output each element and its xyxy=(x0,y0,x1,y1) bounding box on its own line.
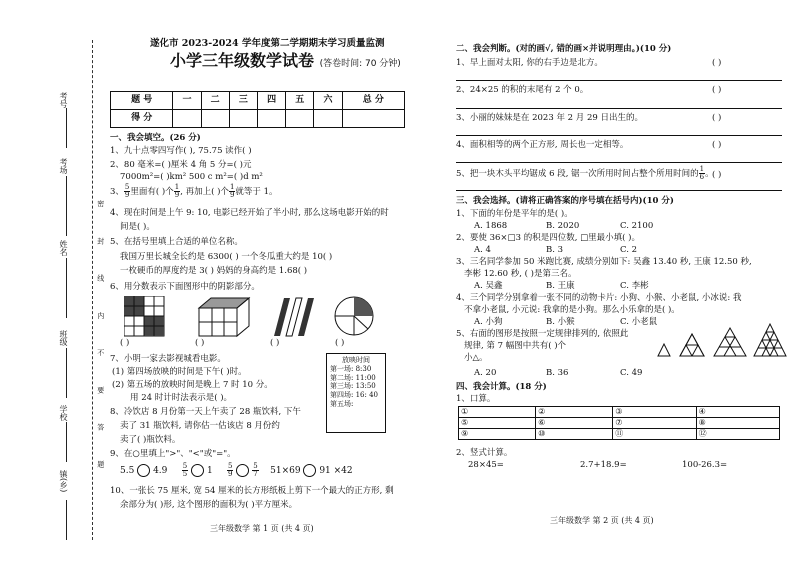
section-3-title: 三、我会选择。(请将正确答案的序号填在括号内)(10 分) xyxy=(456,196,674,206)
choice-1: 1、下面的年份是平年的是( )。 xyxy=(456,209,573,219)
school-line xyxy=(66,422,67,462)
q6: 6、用分数表示下面图形中的阴影部分。 xyxy=(110,282,260,292)
judge-3-paren[interactable]: ( ) xyxy=(712,113,722,123)
score-table xyxy=(110,91,405,128)
q7c: 用 24 时计时法表示是( )。 xyxy=(130,393,233,403)
choice-2-opt-c: C. 2 xyxy=(620,245,638,255)
page-2-footer: 三年级数学 第 2 页 (共 4 页) xyxy=(550,516,654,525)
mental-calc-label: 1、口算。 xyxy=(456,394,496,404)
class-label: 班级 xyxy=(59,330,68,346)
choice-5b: 规律, 第 7 幅图中共有( )个 xyxy=(464,341,567,351)
calc-row-2: ⑤ ⑥ ⑦ ⑧ xyxy=(459,418,780,429)
q7a: (1) 第四场放映的时间是下午( )时。 xyxy=(112,367,247,377)
judge-4-paren[interactable]: ( ) xyxy=(712,140,722,150)
township-label: 镇(乡) xyxy=(59,470,68,493)
q9-compare-row: 5.5 4.9 $\frac{5}{5}$ 1 $\frac{5}{9}$ $\frac{5}{7}$ 51×69 91 ×42 xyxy=(120,462,353,478)
q6-blank-2[interactable]: ( ) xyxy=(195,338,205,348)
bars-figure xyxy=(274,298,314,336)
exam-room-line xyxy=(66,176,67,236)
q3: 3、 $\frac{5}{9}$ 里面有( )个 $\frac{1}{9}$ , 再加上( )个 $\frac{1}{9}$ 就等于 1。 xyxy=(110,183,278,199)
triangle-pattern-figure xyxy=(650,322,790,358)
q5a: 我国万里长城全长约是 6300( ) 一个冬瓜重大约是 10( ) xyxy=(120,252,333,262)
choice-3-opt-c: C. 李彬 xyxy=(620,281,649,291)
choice-2-opt-a: A. 4 xyxy=(474,245,491,255)
page-2 xyxy=(450,0,794,561)
exam-room-label: 考场 xyxy=(59,158,68,174)
judge-2: 2、24×25 的积的末尾有 2 个 0。 xyxy=(456,85,589,95)
choice-2: 2、要使 36×□3 的积是四位数, □里最小填( )。 xyxy=(456,233,640,243)
vertical-calc-label: 2、竖式计算。 xyxy=(456,448,513,458)
choice-4-opt-b: B. 小猴 xyxy=(546,317,575,327)
q6-figures xyxy=(124,296,394,338)
q8c: 卖了( )瓶饮料。 xyxy=(120,435,181,445)
paper-title: 小学三年级数学试卷 (答卷时间: 70 分钟) xyxy=(170,51,401,70)
choice-5-opt-c: C. 49 xyxy=(620,368,643,378)
judge-3-reason-line[interactable] xyxy=(456,135,782,136)
choice-4a: 4、三个同学分别拿着一张不同的动物卡片: 小狗、小猴、小老鼠, 小冰说: 我 xyxy=(456,293,742,303)
choice-4b: 不拿小老鼠, 小元说: 我拿的是小狗。那么小乐拿的是( )。 xyxy=(464,305,680,315)
score-table-header: 题 号 一 二 三 四 五 六 总 分 xyxy=(111,92,405,110)
score-table-row: 得 分 xyxy=(111,110,405,128)
choice-1-opt-b: B. 2020 xyxy=(546,221,580,231)
q8a: 8、冷饮店 8 月份第一天上午卖了 28 瓶饮料, 下午 xyxy=(110,407,301,417)
judge-4-reason-line[interactable] xyxy=(456,162,782,163)
choice-5-opt-a: A. 20 xyxy=(474,368,497,378)
schedule-box: 放映时间 第一场: 8:30 第二场: 11:00 第三场: 13:50 第四场: 16: 40 第五场: xyxy=(326,353,386,433)
circle-figure xyxy=(335,297,373,335)
q6-blank-3[interactable]: ( ) xyxy=(270,338,280,348)
binding-strip xyxy=(0,0,108,561)
choice-4-opt-c: C. 小老鼠 xyxy=(620,317,658,327)
q7: 7、小明一家去影视城看电影。 xyxy=(110,354,226,364)
judge-2-paren[interactable]: ( ) xyxy=(712,85,722,95)
judge-3: 3、小丽的妹妹是在 2023 年 2 月 29 日出生的。 xyxy=(456,113,643,123)
time-note: (答卷时间: 70 分钟) xyxy=(319,59,401,69)
q2b: 7000m²=( )km² 500 c m²=( )d m² xyxy=(120,172,263,182)
grid-figure xyxy=(124,296,164,336)
q8b: 卖了 31 瓶饮料, 请你估一估该店 8 月份约 xyxy=(120,421,280,431)
choice-3-opt-b: B. 王康 xyxy=(546,281,575,291)
q7b: (2) 第五场的放映时间是晚上 7 时 10 分。 xyxy=(112,380,273,390)
q10b: 余部分为( )形, 这个图形的面积为( )平方厘米。 xyxy=(120,500,298,510)
judge-1: 1、早上面对太阳, 你的右手边是北方。 xyxy=(456,58,603,68)
choice-3b: 李彬 12.60 秒, ( )是第三名。 xyxy=(464,269,577,279)
section-4-title: 四、我会计算。(18 分) xyxy=(456,382,547,392)
q5b: 一枚硬币的厚度约是 3( ) 妈妈的身高约是 1.68( ) xyxy=(120,266,308,276)
choice-5c: 小△。 xyxy=(464,353,488,363)
q4b: 间是( )。 xyxy=(120,222,155,232)
choice-5a: 5、右面的图形是按照一定规律排列的, 依照此 xyxy=(456,329,629,339)
q10a: 10、一张长 75 厘米, 宽 54 厘米的长方形纸板上剪下一个最大的正方形, 剩 xyxy=(110,486,394,496)
page-1-footer: 三年级数学 第 1 页 (共 4 页) xyxy=(210,524,314,533)
seal-dashed-line xyxy=(92,40,93,540)
school-label: 学校 xyxy=(59,405,68,421)
vertical-calc-1: 28×45= xyxy=(468,460,504,470)
judge-1-paren[interactable]: ( ) xyxy=(712,58,722,68)
q9: 9、在○里填上">"、"<"或"="。 xyxy=(110,449,236,459)
calc-row-3: ⑨ ⑩ ⑪ ⑫ xyxy=(459,429,780,440)
judge-5-reason-line[interactable] xyxy=(456,190,782,191)
section-1-title: 一、我会填空。(26 分) xyxy=(110,133,201,143)
page-1 xyxy=(110,0,410,561)
q6-blank-1[interactable]: ( ) xyxy=(120,338,130,348)
judge-5-paren[interactable]: ( ) xyxy=(712,170,722,180)
vertical-calc-2: 2.7+18.9= xyxy=(580,460,627,470)
choice-4-opt-a: A. 小狗 xyxy=(474,317,503,327)
q2a: 2、80 毫米=( )厘米 4 角 5 分=( )元 xyxy=(110,160,252,170)
name-label: 姓名 xyxy=(59,240,68,256)
judge-5: 5、把一块木头平均锯成 6 段, 锯一次所用时间占整个所用时间的 $\frac{1}{6}$ 。 xyxy=(456,165,714,181)
township-line xyxy=(66,500,67,540)
calc-row-1: ① ② ③ ④ xyxy=(459,407,780,418)
name-line xyxy=(66,258,67,318)
student-id-line xyxy=(66,108,67,148)
choice-3-opt-a: A. 吴鑫 xyxy=(474,281,503,291)
q1: 1、九十点零四写作( ), 75.75 读作( ) xyxy=(110,146,252,156)
student-id-label: 考号 xyxy=(59,92,68,108)
choice-1-opt-c: C. 2100 xyxy=(620,221,654,231)
choice-2-opt-b: B. 3 xyxy=(546,245,564,255)
q5: 5、在括号里填上合适的单位名称。 xyxy=(110,237,243,247)
section-2-title: 二、我会判断。(对的画√, 错的画×并说明理由。)(10 分) xyxy=(456,44,672,54)
class-line xyxy=(66,348,67,398)
mental-calc-table xyxy=(458,406,780,440)
judge-2-reason-line[interactable] xyxy=(456,108,782,109)
judge-4: 4、面积相等的两个正方形, 周长也一定相等。 xyxy=(456,140,629,150)
cube-figure xyxy=(199,298,249,336)
choice-5-opt-b: B. 36 xyxy=(546,368,569,378)
choice-3a: 3、三名同学参加 50 米跑比赛, 成绩分别如下: 吴鑫 13.40 秒, 王康 12.50 秒, xyxy=(456,257,752,267)
seal-line-text: 密 封 线 内 不 要 答 题 xyxy=(96,200,105,482)
q4a: 4、现在时间是上午 9: 10, 电影已经开始了半小时, 那么这场电影开始的时 xyxy=(110,208,389,218)
judge-1-reason-line[interactable] xyxy=(456,80,782,81)
vertical-calc-3: 100-26.3= xyxy=(682,460,728,470)
q6-blank-4[interactable]: ( ) xyxy=(335,338,345,348)
exam-title: 遂化市 2023-2024 学年度第二学期期末学习质量监测 xyxy=(150,38,385,49)
choice-1-opt-a: A. 1868 xyxy=(474,221,508,231)
